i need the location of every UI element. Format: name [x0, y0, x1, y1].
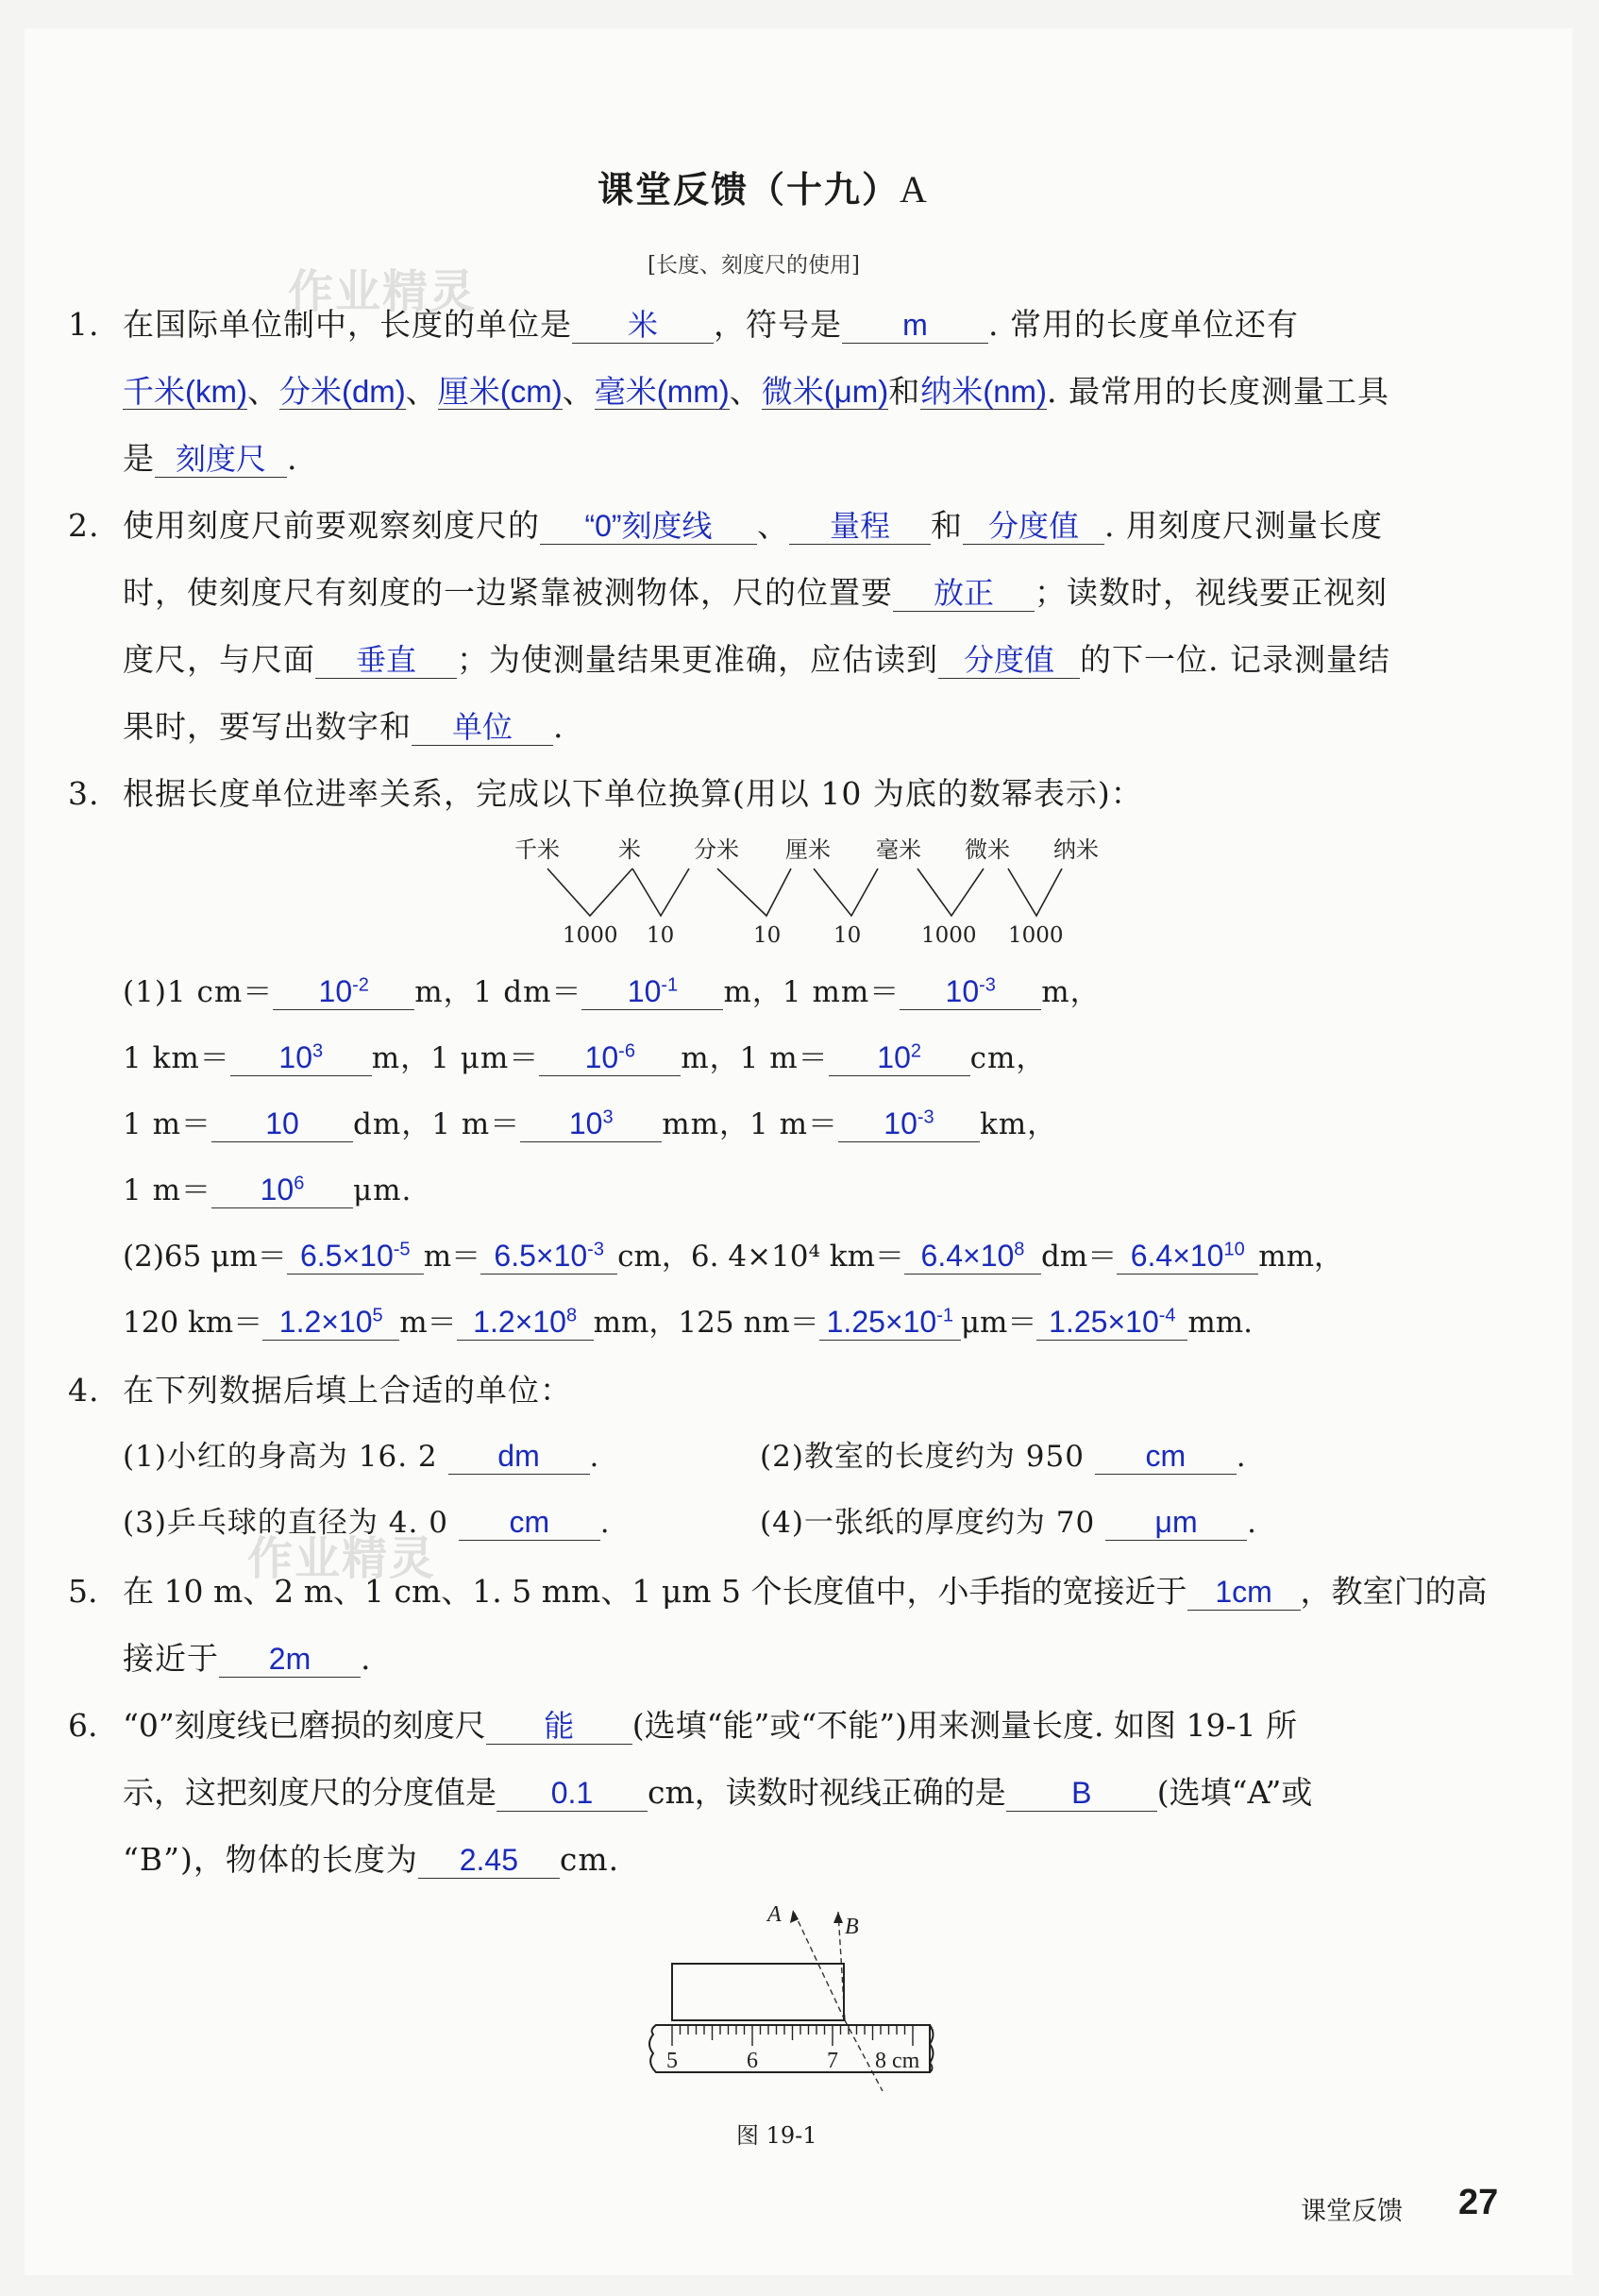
- answer-blank[interactable]: [480, 1239, 617, 1275]
- text: 是: [123, 440, 155, 477]
- q6-line-1: [68, 1701, 1297, 1746]
- text: ，符号是: [714, 306, 842, 343]
- text: (1)1 cm＝: [123, 975, 274, 1009]
- q3-p1-line-3: [123, 1100, 1057, 1142]
- answer-exponent: 5: [372, 1305, 383, 1326]
- unit-label: 千米: [514, 836, 560, 863]
- answer-base: 10: [568, 1106, 603, 1140]
- text: dm＝: [1040, 1240, 1118, 1274]
- answer-blank[interactable]: 2m: [219, 1642, 361, 1678]
- answer-blank[interactable]: 2.45: [418, 1843, 560, 1879]
- answer-blank[interactable]: m: [842, 308, 988, 344]
- answer-exponent: -3: [979, 974, 996, 996]
- text: .: [553, 708, 564, 745]
- text: dm，1 m＝: [352, 1107, 521, 1141]
- q4-line-1: [68, 1366, 572, 1410]
- text: m，1 dm＝: [414, 975, 582, 1009]
- answer-blank[interactable]: 厘米(cm): [437, 374, 563, 409]
- answer-exponent: -5: [393, 1239, 411, 1260]
- rate-label: 10: [833, 923, 862, 948]
- text: 、: [562, 373, 595, 410]
- answer-blank[interactable]: dm: [448, 1439, 590, 1475]
- answer-blank[interactable]: cm: [1095, 1439, 1237, 1475]
- answer-blank[interactable]: [230, 1040, 372, 1076]
- text: 示，这把刻度尺的分度值是: [123, 1774, 497, 1811]
- answer-blank[interactable]: [838, 1106, 980, 1142]
- topic-label: [长度、刻度尺的使用]: [648, 253, 860, 278]
- unit-label: 米: [618, 836, 641, 863]
- answer-exponent: -6: [618, 1040, 635, 1062]
- text: (2)65 μm＝: [123, 1240, 287, 1274]
- answer-blank[interactable]: “0”刻度线: [540, 509, 757, 545]
- text: “B”)，物体的长度为: [123, 1841, 418, 1878]
- answer-blank[interactable]: [262, 1305, 399, 1341]
- text: μm.: [352, 1173, 412, 1207]
- answer-blank[interactable]: 量程: [789, 509, 931, 545]
- answer-base: 1.2×10: [278, 1305, 373, 1339]
- text: 使用刻度尺前要观察刻度尺的: [123, 507, 540, 544]
- text: cm，6. 4×10⁴ km＝: [617, 1240, 904, 1274]
- text: 、: [246, 373, 279, 410]
- q3-p2-line-2: [123, 1298, 1253, 1341]
- text: 在国际单位制中，长度的单位是: [123, 306, 572, 343]
- q5-line-1: [68, 1567, 1488, 1612]
- answer-base: 10: [318, 974, 353, 1008]
- answer-blank[interactable]: [273, 974, 414, 1010]
- q3-p2-line-1: [123, 1232, 1343, 1275]
- label-b: B: [845, 1915, 859, 1939]
- answer-base: 10: [278, 1040, 312, 1074]
- answer-base: 6.5×10: [494, 1239, 588, 1273]
- answer-base: 10: [627, 974, 662, 1008]
- answer-blank[interactable]: 纳米(nm): [920, 374, 1048, 409]
- q2-line-2: [123, 568, 1388, 613]
- answer-exponent: -3: [917, 1106, 934, 1128]
- answer-blank[interactable]: [211, 1173, 353, 1208]
- answer-exponent: -2: [352, 974, 369, 996]
- answer-exponent: -1: [661, 974, 679, 996]
- answer-exponent: -4: [1158, 1305, 1176, 1326]
- text: m，1 μm＝: [371, 1041, 540, 1075]
- text: (选填“A”或: [1156, 1774, 1313, 1811]
- label-a: A: [767, 1902, 782, 1927]
- text: m，1 m＝: [681, 1041, 829, 1075]
- unit-conversion-diagram: [491, 831, 1133, 963]
- q3-p1-line-1: [123, 968, 1101, 1010]
- answer-exponent: 10: [1223, 1239, 1245, 1260]
- question-number: 2.: [68, 507, 100, 544]
- q6-line-2: [123, 1768, 1312, 1813]
- text: 在 10 m、2 m、1 cm、1. 5 mm、1 μm 5 个长度值中，小手指的宽接近于: [123, 1573, 1187, 1610]
- unit-label: 厘米: [785, 836, 831, 863]
- ruler-ticks: [672, 2025, 913, 2046]
- text: 果时，要写出数字和: [123, 708, 412, 745]
- answer-exponent: 6: [294, 1173, 305, 1194]
- answer-blank[interactable]: 刻度尺: [155, 442, 287, 478]
- title-text: 课堂反馈（十九）: [598, 169, 900, 211]
- answer-base: 1.25×10: [1049, 1305, 1159, 1339]
- text: .: [361, 1640, 372, 1677]
- text: 在下列数据后填上合适的单位：: [123, 1372, 572, 1409]
- answer-base: 1.2×10: [473, 1305, 566, 1339]
- answer-base: 6.4×10: [1130, 1239, 1224, 1273]
- answer-blank[interactable]: 1cm: [1187, 1575, 1301, 1611]
- text: 1 m＝: [123, 1107, 211, 1141]
- text: km，: [979, 1107, 1058, 1141]
- answer-blank[interactable]: [287, 1239, 424, 1275]
- answer-blank[interactable]: 垂直: [315, 643, 457, 679]
- answer-blank[interactable]: 千米(km): [123, 374, 247, 409]
- text: ；为使测量结果更准确，应估读到: [457, 641, 938, 678]
- text: . 常用的长度单位还有: [988, 306, 1299, 343]
- text: m＝: [423, 1240, 481, 1274]
- answer-blank[interactable]: [904, 1239, 1041, 1275]
- answer-exponent: 3: [602, 1106, 614, 1128]
- text: 度尺，与尺面: [123, 641, 315, 678]
- answer-base: 10: [584, 1040, 619, 1074]
- text: 的下一位. 记录测量结: [1080, 641, 1390, 678]
- q5-line-2: [123, 1634, 372, 1679]
- answer-exponent: 3: [312, 1040, 324, 1062]
- q3-p1-line-2: [123, 1034, 1046, 1076]
- answer-blank[interactable]: [900, 974, 1041, 1010]
- text: 和: [888, 373, 921, 410]
- q1-line-2: [123, 367, 1389, 412]
- text: mm，: [1258, 1240, 1344, 1274]
- text: “0”刻度线已磨损的刻度尺: [123, 1707, 486, 1744]
- text: cm.: [559, 1841, 620, 1878]
- tick-label: 7: [827, 2049, 838, 2073]
- text: (2)教室的长度约为 950: [760, 1440, 1085, 1474]
- answer-base: 10: [877, 1040, 911, 1074]
- text: (4)一张纸的厚度约为 70: [760, 1506, 1096, 1540]
- text: 接近于: [123, 1640, 219, 1677]
- text: mm，125 nm＝: [593, 1306, 819, 1340]
- page-title: [598, 160, 929, 212]
- answer-base: 10: [945, 974, 980, 1008]
- answer-blank[interactable]: 0.1: [497, 1776, 648, 1812]
- text: mm，1 m＝: [662, 1107, 838, 1141]
- text: mm.: [1187, 1306, 1254, 1340]
- answer-blank[interactable]: 毫米(mm): [594, 374, 730, 409]
- text: 时，使刻度尺有刻度的一边紧靠被测物体，尺的位置要: [123, 574, 893, 611]
- text: (选填“能”或“不能”)用来测量长度. 如图 19-1 所: [631, 1707, 1298, 1744]
- arrow-a-icon: [790, 1910, 799, 1923]
- q3-p1-line-4: [123, 1166, 412, 1208]
- answer-base: 6.4×10: [920, 1239, 1015, 1273]
- title-suffix: A: [900, 168, 929, 211]
- text: .: [287, 440, 298, 477]
- answer-blank[interactable]: 单位: [412, 710, 553, 746]
- answer-blank[interactable]: 分度值: [938, 643, 1080, 679]
- text: (3)乒乓球的直径为 4. 0: [123, 1506, 448, 1540]
- text: .: [589, 1440, 600, 1474]
- answer-blank[interactable]: 分度值: [963, 509, 1104, 545]
- answer-blank[interactable]: B: [1006, 1776, 1157, 1812]
- text: cm，: [969, 1041, 1047, 1075]
- answer-blank[interactable]: [457, 1305, 594, 1341]
- answer-blank[interactable]: 放正: [893, 576, 1035, 612]
- watermark: 作业精灵: [247, 1532, 437, 1585]
- answer-blank[interactable]: [829, 1040, 970, 1076]
- text: m＝: [399, 1306, 457, 1340]
- answer-exponent: 2: [910, 1040, 922, 1062]
- answer-blank[interactable]: μm: [1105, 1505, 1247, 1541]
- text: 120 km＝: [123, 1306, 263, 1340]
- tick-label: 5: [666, 2049, 678, 2073]
- text: μm＝: [960, 1306, 1037, 1340]
- text: m，1 mm＝: [723, 975, 900, 1009]
- q4-item-2: [760, 1432, 1247, 1475]
- text: .: [1236, 1440, 1247, 1474]
- q4-item-1: [123, 1432, 599, 1475]
- rate-label: 10: [753, 923, 782, 948]
- q6-line-3: [123, 1835, 619, 1880]
- unit-label: 毫米: [876, 836, 921, 863]
- question-number: 6.: [68, 1707, 98, 1744]
- answer-base: 10: [884, 1106, 917, 1140]
- answer-blank[interactable]: [1117, 1239, 1258, 1275]
- figure-caption: 图 19-1: [736, 2122, 817, 2149]
- q4-item-4: [760, 1498, 1257, 1541]
- answer-blank[interactable]: [520, 1106, 662, 1142]
- text: 和: [931, 507, 963, 544]
- page-number: 27: [1458, 2183, 1499, 2222]
- answer-exponent: -1: [936, 1305, 953, 1326]
- answer-blank[interactable]: [819, 1305, 961, 1341]
- question-number: 3.: [68, 775, 100, 812]
- text: cm，读数时视线正确的是: [648, 1774, 1006, 1811]
- answer-blank[interactable]: [581, 974, 723, 1010]
- unit-label: 分米: [694, 836, 739, 863]
- unit-label: 纳米: [1053, 836, 1099, 863]
- text: . 最常用的长度测量工具: [1047, 373, 1390, 410]
- q2-line-3: [123, 635, 1390, 680]
- answer-blank[interactable]: [1036, 1305, 1187, 1341]
- text: 、: [405, 373, 438, 410]
- text: (1)小红的身高为 16. 2: [123, 1440, 438, 1474]
- text: 、: [729, 373, 762, 410]
- q2-line-4: [123, 702, 564, 747]
- measured-object: [672, 1964, 844, 2020]
- footer-label: 课堂反馈: [1301, 2197, 1403, 2226]
- text: m，: [1041, 975, 1101, 1009]
- q1-line-1: [68, 300, 1299, 345]
- text: 1 m＝: [123, 1173, 211, 1207]
- answer-base: 10: [260, 1173, 295, 1207]
- text: 根据长度单位进率关系，完成以下单位换算(用以 10 为底的数幂表示)：: [123, 775, 1143, 812]
- answer-blank[interactable]: [539, 1040, 681, 1076]
- question-number: 1.: [68, 306, 100, 343]
- answer-blank[interactable]: 10: [211, 1106, 353, 1142]
- rate-label: 10: [647, 923, 675, 948]
- q2-line-1: [68, 501, 1383, 546]
- text: . 用刻度尺测量长度: [1104, 507, 1383, 544]
- answer-exponent: -3: [587, 1239, 604, 1260]
- rate-label: 1000: [921, 923, 977, 948]
- answer-blank[interactable]: cm: [459, 1505, 600, 1541]
- sight-line-a: [793, 1910, 845, 2020]
- question-number: 4.: [68, 1372, 100, 1409]
- arrow-b-icon: [833, 1912, 843, 1923]
- answer-base: 6.5×10: [299, 1239, 394, 1273]
- answer-blank[interactable]: 能: [486, 1709, 632, 1745]
- text: 、: [757, 507, 789, 544]
- answer-blank[interactable]: 微米(μm): [761, 374, 889, 409]
- answer-exponent: 8: [565, 1305, 578, 1326]
- ruler-figure: [642, 1893, 963, 2091]
- text: 1 km＝: [123, 1041, 230, 1075]
- unit-label: 微米: [965, 836, 1010, 863]
- q4-item-3: [123, 1498, 611, 1541]
- question-number: 5.: [68, 1573, 98, 1610]
- tick-label: 6: [747, 2049, 758, 2073]
- q3-line-1: [68, 769, 1143, 814]
- tick-label: 8 cm: [875, 2049, 920, 2073]
- rate-label: 1000: [563, 923, 618, 948]
- text: .: [599, 1506, 611, 1540]
- text: ，教室门的高: [1300, 1573, 1488, 1610]
- text: ；读数时，视线要正视刻: [1035, 574, 1388, 611]
- answer-blank[interactable]: 米: [572, 308, 714, 344]
- rate-label: 1000: [1008, 923, 1064, 948]
- answer-base: 1.25×10: [826, 1305, 937, 1339]
- text: .: [1247, 1506, 1257, 1540]
- q1-line-3: [123, 434, 298, 479]
- watermark: 作业精灵: [288, 265, 478, 318]
- answer-blank[interactable]: 分米(dm): [278, 374, 406, 409]
- answer-exponent: 8: [1014, 1239, 1025, 1260]
